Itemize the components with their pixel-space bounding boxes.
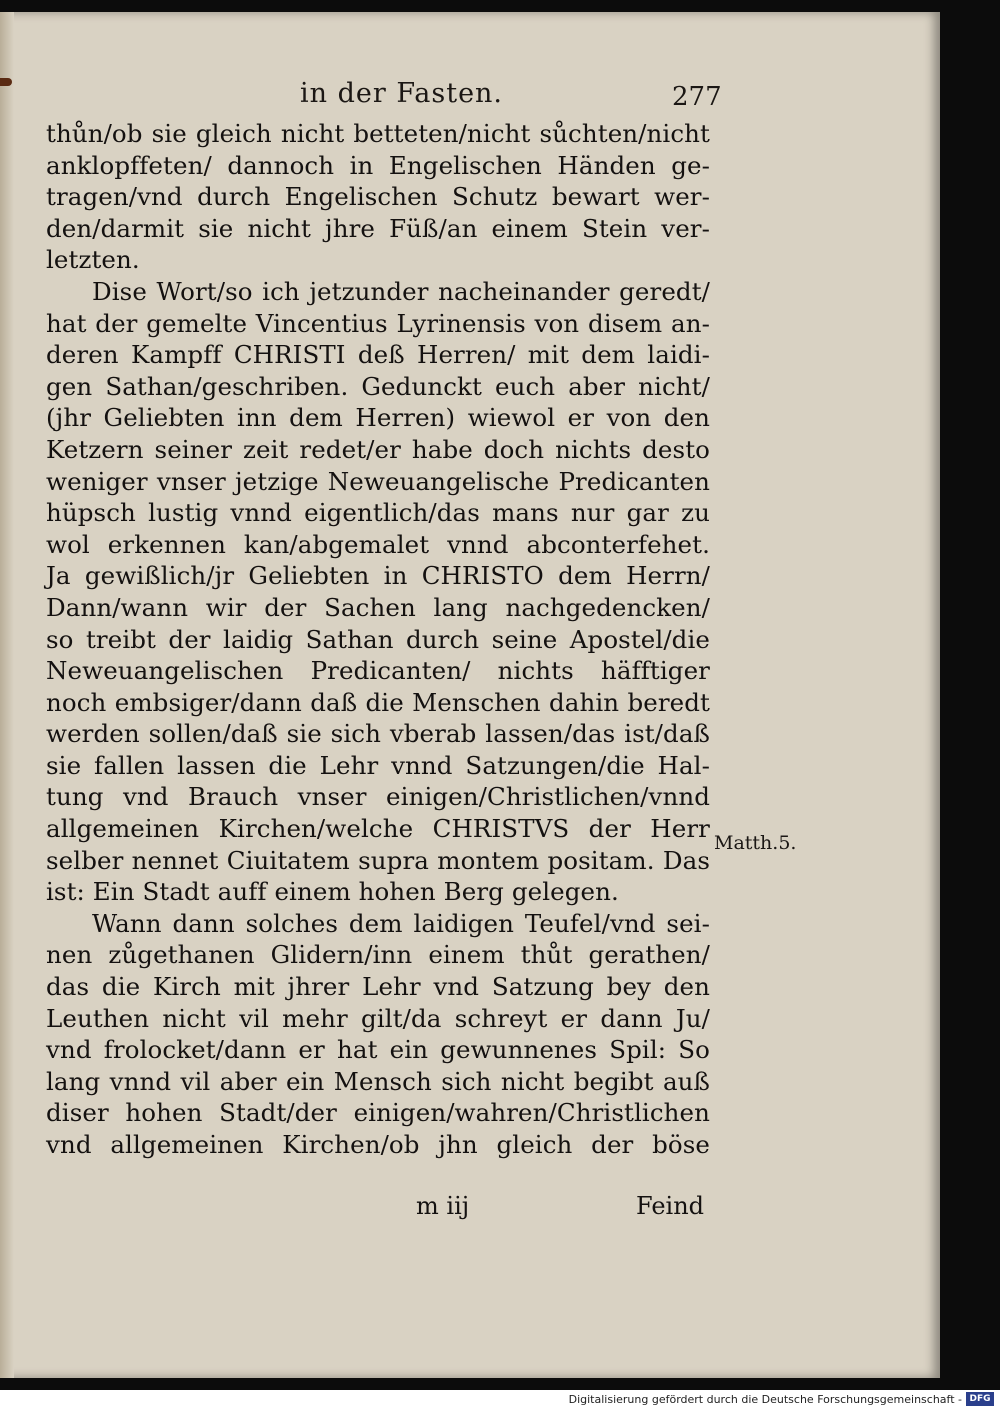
text-line: nen zůgethanen Glidern/inn einem thůt gerathen/	[46, 940, 710, 970]
text-line: selber nennet Ciuitatem supra montem positam. Das	[46, 845, 710, 875]
text-line: diser hohen Stadt/der einigen/wahren/Christlichen	[46, 1098, 710, 1128]
text-line: hüpsch lustig vnnd eigentlich/das mans nur gar zu	[46, 498, 710, 528]
text-line: Dise Wort/so ich jetzunder nacheinander geredt/	[92, 276, 710, 306]
text-line: Dann/wann wir der Sachen lang nachgedencken/	[46, 592, 710, 622]
text-line: Leuthen nicht vil mehr gilt/da schreyt er dann Ju/	[46, 1003, 710, 1033]
text-line: ist: Ein Stadt auff einem hohen Berg gelegen.	[46, 877, 619, 907]
signature-mark: m iij	[416, 1192, 470, 1220]
page-gutter-edge	[0, 12, 14, 1378]
text-line: lang vnnd vil aber ein Mensch sich nicht begibt auß	[46, 1066, 710, 1096]
text-line: werden sollen/daß sie sich vberab lassen/das ist/daß	[46, 719, 710, 749]
text-line: sie fallen lassen die Lehr vnnd Satzungen/die Hal-	[46, 750, 710, 780]
text-line: Ketzern seiner zeit redet/er habe doch nichts desto	[46, 434, 710, 464]
text-line: noch embsiger/dann daß die Menschen dahin beredt	[46, 687, 710, 717]
page-number: 277	[672, 82, 722, 112]
text-line: (jhr Geliebten inn dem Herren) wiewol er von den	[46, 403, 710, 433]
text-line: allgemeinen Kirchen/welche CHRISTVS der Herr	[46, 814, 710, 844]
text-line: das die Kirch mit jhrer Lehr vnd Satzung bey den	[46, 972, 710, 1002]
text-line: Neweuangelischen Predicanten/ nichts häfftiger	[46, 656, 710, 686]
text-line: tung vnd Brauch vnser einigen/Christlichen/vnnd	[46, 782, 710, 812]
text-line: den/darmit sie nicht jhre Füß/an einem Stein ver-	[46, 213, 710, 243]
text-line: Wann dann solches dem laidigen Teufel/vnd sei-	[92, 908, 710, 938]
text-line: hat der gemelte Vincentius Lyrinensis von disem an-	[46, 308, 710, 338]
text-line: anklopffeten/ dannoch in Engelischen Händen ge-	[46, 150, 710, 180]
text-line: wol erkennen kan/abgemalet vnnd abconterfehet.	[46, 529, 710, 559]
body-text	[46, 118, 710, 1161]
text-line: vnd allgemeinen Kirchen/ob jhn gleich der böse	[46, 1130, 710, 1159]
running-head: in der Fasten.	[300, 78, 504, 109]
text-line: tragen/vnd durch Engelischen Schutz bewart wer-	[46, 182, 710, 212]
catchword: Feind	[636, 1192, 705, 1220]
digitization-credit: Digitalisierung gefördert durch die Deutsche Forschungsgemeinschaft -	[568, 1393, 962, 1406]
text-line: gen Sathan/geschriben. Gedunckt euch aber nicht/	[46, 371, 710, 401]
text-line: letzten.	[46, 245, 140, 275]
text-line: so treibt der laidig Sathan durch seine Apostel/die	[46, 624, 710, 654]
text-line: thůn/ob sie gleich nicht betteten/nicht sůchten/nicht	[46, 119, 710, 148]
margin-note: Matth.5.	[714, 832, 797, 854]
text-line: deren Kampff CHRISTI deß Herren/ mit dem laidi-	[46, 340, 710, 370]
page-corner-mark	[0, 78, 12, 86]
text-line: weniger vnser jetzige Neweuangelische Predicanten	[46, 466, 710, 496]
text-line: vnd frolocket/dann er hat ein gewunnenes Spil: So	[46, 1035, 710, 1065]
text-line: Ja gewißlich/jr Geliebten in CHRISTO dem Herrn/	[46, 561, 710, 591]
dfg-logo: DFG	[966, 1392, 994, 1406]
